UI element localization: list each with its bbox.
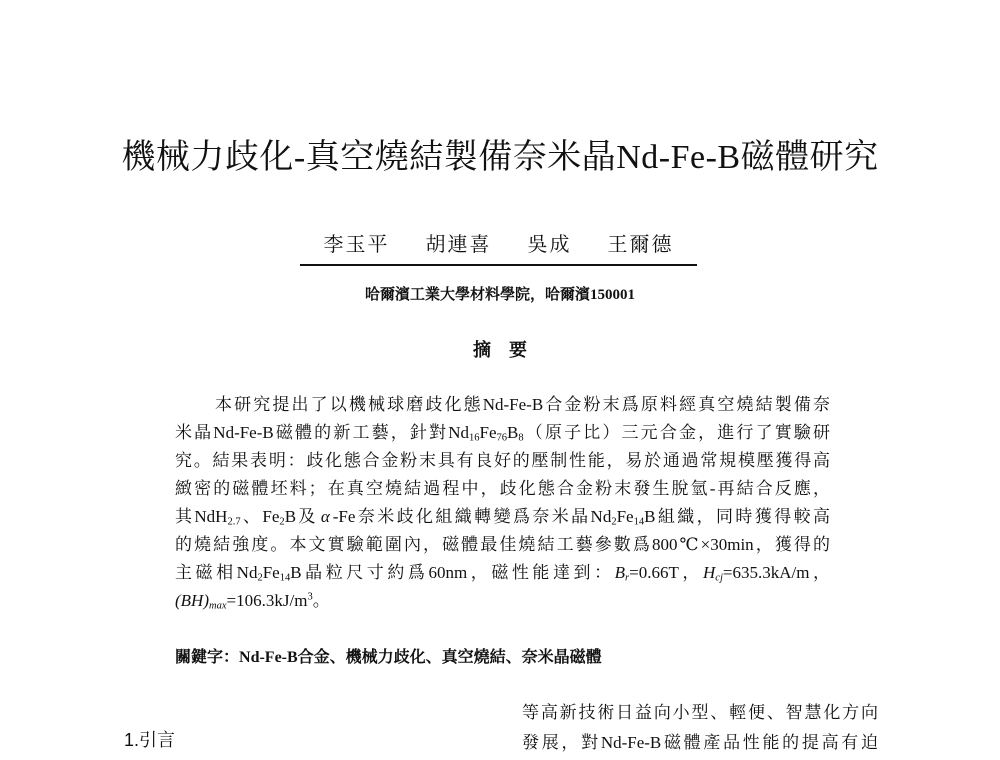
abstract-line-4 [175,475,830,503]
keywords-text: Nd-Fe-B合金、機械力歧化、真空燒結、奈米晶磁體 [239,649,602,666]
abstract-text: 本研究提出了以機械球磨歧化態Nd-Fe-B合金粉末爲原料經真空燒結製備奈 [215,395,830,414]
abstract-text: Fe [479,423,497,442]
abstract-text: 米晶Nd-Fe-B磁體的新工藝，針對Nd [175,423,469,442]
abstract-text: 、Fe [240,507,280,526]
abstract-subscript: 2 [257,572,263,584]
abstract-subscript: 8 [518,432,524,444]
abstract-text: =0.66T， [629,563,703,582]
abstract-supscript: 3 [307,591,313,603]
abstract-line-3 [175,447,830,475]
abstract-text: （原子比）三元合金，進行了實驗研 [523,423,830,442]
author-name: 吳成 [527,234,572,256]
body-text-right-column [522,698,878,758]
abstract-line-8 [175,587,830,615]
abstract-heading: 摘 要 [473,340,527,360]
abstract-text: =635.3kA/m， [722,563,830,582]
abstract-text: (BH) [175,591,209,610]
body-line: 發展，對Nd-Fe-B磁體產品性能的提高有迫 [522,733,878,752]
abstract-subscript: cj [715,572,723,584]
abstract-text: Fe [262,563,280,582]
abstract-text: 。 [312,591,330,610]
keywords-label: 關鍵字： [175,649,240,666]
abstract-text: B晶粒尺寸約爲60nm，磁性能達到： [290,563,615,582]
abstract-subscript: 16 [468,432,480,444]
abstract-body [175,391,830,615]
affiliation: 哈爾濱工業大學材料學院，哈爾濱150001 [364,287,635,303]
abstract-text: -Fe奈米歧化組織轉變爲奈米晶Nd [332,507,612,526]
author-name: 李玉平 [323,234,390,256]
abstract-subscript: r [625,572,630,584]
abstract-text: 的燒結強度。本文實驗範圍內，磁體最佳燒結工藝參數爲800℃×30min，獲得的 [175,535,830,554]
abstract-line-2 [175,419,830,447]
paper-title: 機械力歧化-真空燒結製備奈米晶Nd-Fe-B磁體研究 [121,139,879,176]
abstract-text: Fe [616,507,634,526]
keywords [175,646,602,670]
author-list [300,230,697,266]
abstract-subscript: 2.7 [227,516,241,528]
abstract-line-1 [175,391,830,419]
abstract-text: 緻密的磁體坯料；在真空燒結過程中，歧化態合金粉末發生脫氫-再結合反應， [175,479,830,498]
abstract-text: B組織，同時獲得較高 [644,507,830,526]
abstract-subscript: 76 [496,432,508,444]
abstract-line-6 [175,531,830,559]
author-name: 胡連喜 [425,234,492,256]
abstract-subscript: 14 [633,516,645,528]
abstract-text: 其NdH [175,507,228,526]
abstract-line-5 [175,503,830,531]
abstract-subscript: 14 [279,572,291,584]
abstract-subscript: 2 [279,516,285,528]
abstract-subscript: max [208,600,227,612]
abstract-text: B [507,423,519,442]
abstract-text: 究。結果表明：歧化態合金粉末具有良好的壓制性能，易於通過常規模壓獲得高 [175,451,830,470]
body-line: 等高新技術日益向小型、輕便、智慧化方向 [522,703,878,722]
author-name: 王爾德 [607,234,674,256]
abstract-subscript: 2 [611,516,617,528]
abstract-text: B及 [284,507,318,526]
abstract-text: =106.3kJ/m [226,591,308,610]
abstract-text: H [703,563,716,582]
abstract-text: B [614,563,626,582]
abstract-text: α [320,507,330,526]
abstract-text: 主磁相Nd [175,563,258,582]
abstract-line-7 [175,559,830,587]
section-heading-introduction: 1.引言 [124,730,176,750]
